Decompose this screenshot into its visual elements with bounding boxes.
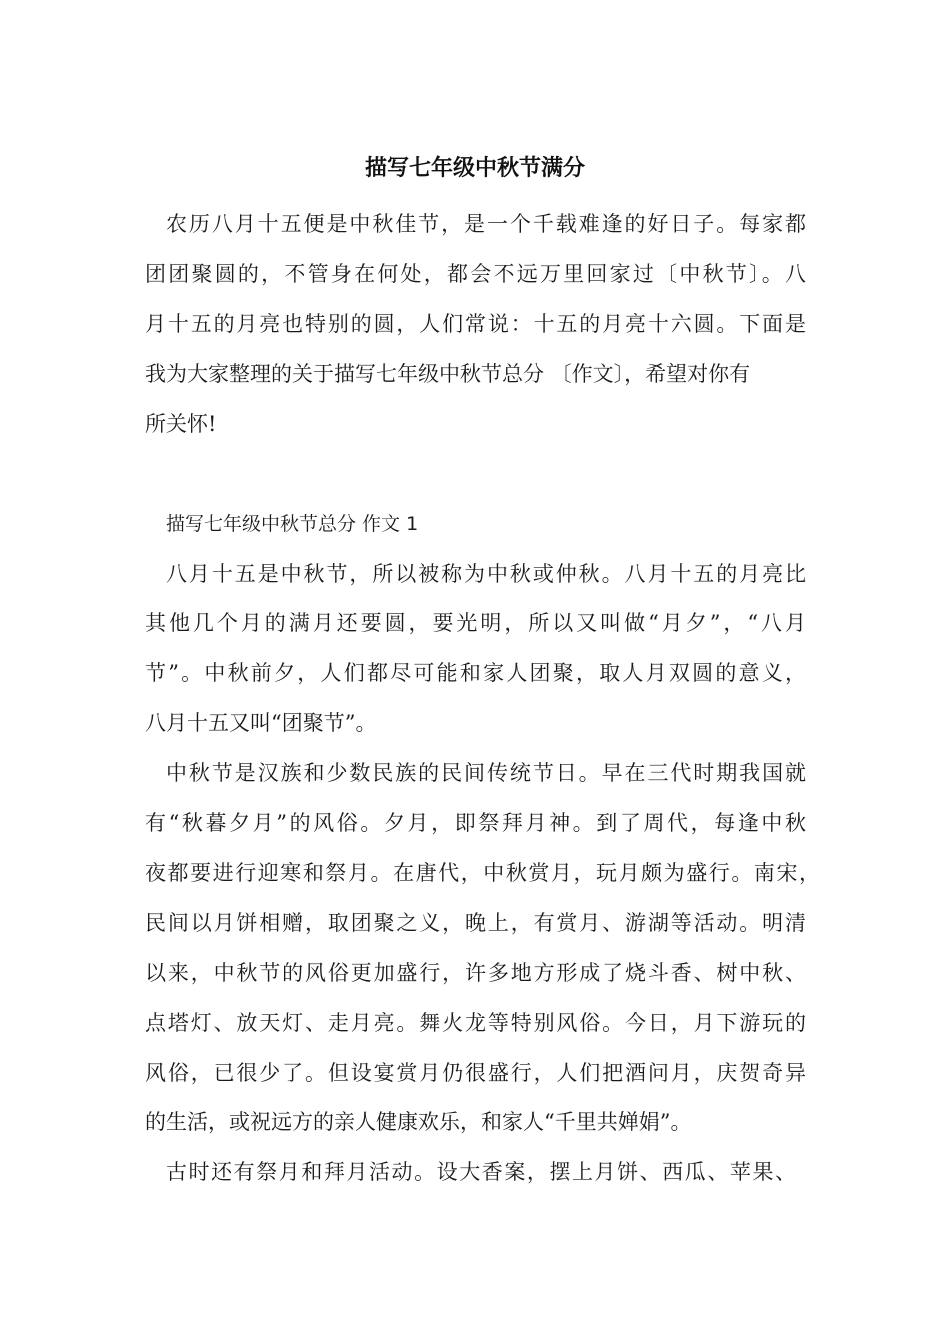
paragraph-2-line-7: 风俗，已很少了。但设宴赏月仍很盛行，人们把酒问月，庆贺奇异	[145, 1061, 806, 1085]
paragraph-2-line-2: 有“秋暮夕月”的风俗。夕月，即祭拜月神。到了周代，每逢中秋	[145, 811, 806, 835]
paragraph-2-line-5: 以来，中秋节的风俗更加盛行，许多地方形成了烧斗香、树中秋、	[145, 961, 806, 985]
paragraph-2-line-1: 中秋节是汉族和少数民族的民间传统节日。早在三代时期我国就	[166, 761, 806, 785]
paragraph-3-line-1: 古时还有祭月和拜月活动。设大香案，摆上月饼、西瓜、苹果、	[166, 1160, 796, 1184]
paragraph-1-line-4: 八月十五又叫“团聚节”。	[145, 711, 377, 735]
intro-line-3: 月十五的月亮也特别的圆，人们常说：十五的月亮十六圆。下面是	[145, 312, 806, 336]
document-title: 描写七年级中秋节满分	[364, 156, 585, 181]
paragraph-2-line-4: 民间以月饼相赠，取团聚之义，晚上，有赏月、游湖等活动。明清	[145, 911, 806, 935]
paragraph-2-line-3: 夜都要进行迎寒和祭月。在唐代，中秋赏月，玩月颇为盛行。南宋，	[145, 861, 820, 885]
paragraph-1-line-1: 八月十五是中秋节，所以被称为中秋或仲秋。八月十五的月亮比	[166, 562, 806, 586]
paragraph-1-line-3: 节”。中秋前夕，人们都尽可能和家人团聚，取人月双圆的意义，	[145, 661, 806, 685]
paragraph-2-line-6: 点塔灯、放天灯、走月亮。舞火龙等特别风俗。今日，月下游玩的	[145, 1011, 806, 1035]
intro-line-2: 团团聚圆的，不管身在何处，都会不远万里回家过〔中秋节〕。八	[145, 262, 806, 286]
intro-line-1: 农历八月十五便是中秋佳节，是一个千载难逢的好日子。每家都	[166, 212, 806, 236]
intro-line-5: 所关怀!	[145, 412, 217, 436]
essay-heading: 描写七年级中秋节总分 作文 1	[166, 513, 419, 535]
paragraph-2-line-8: 的生活，或祝远方的亲人健康欢乐，和家人“千里共婵娟”。	[145, 1110, 692, 1134]
paragraph-1-line-2: 其他几个月的满月还要圆，要光明，所以又叫做“月夕”，“八月	[145, 611, 806, 635]
intro-line-4: 我为大家整理的关于描写七年级中秋节总分 〔作文〕，希望对你有	[145, 362, 751, 386]
